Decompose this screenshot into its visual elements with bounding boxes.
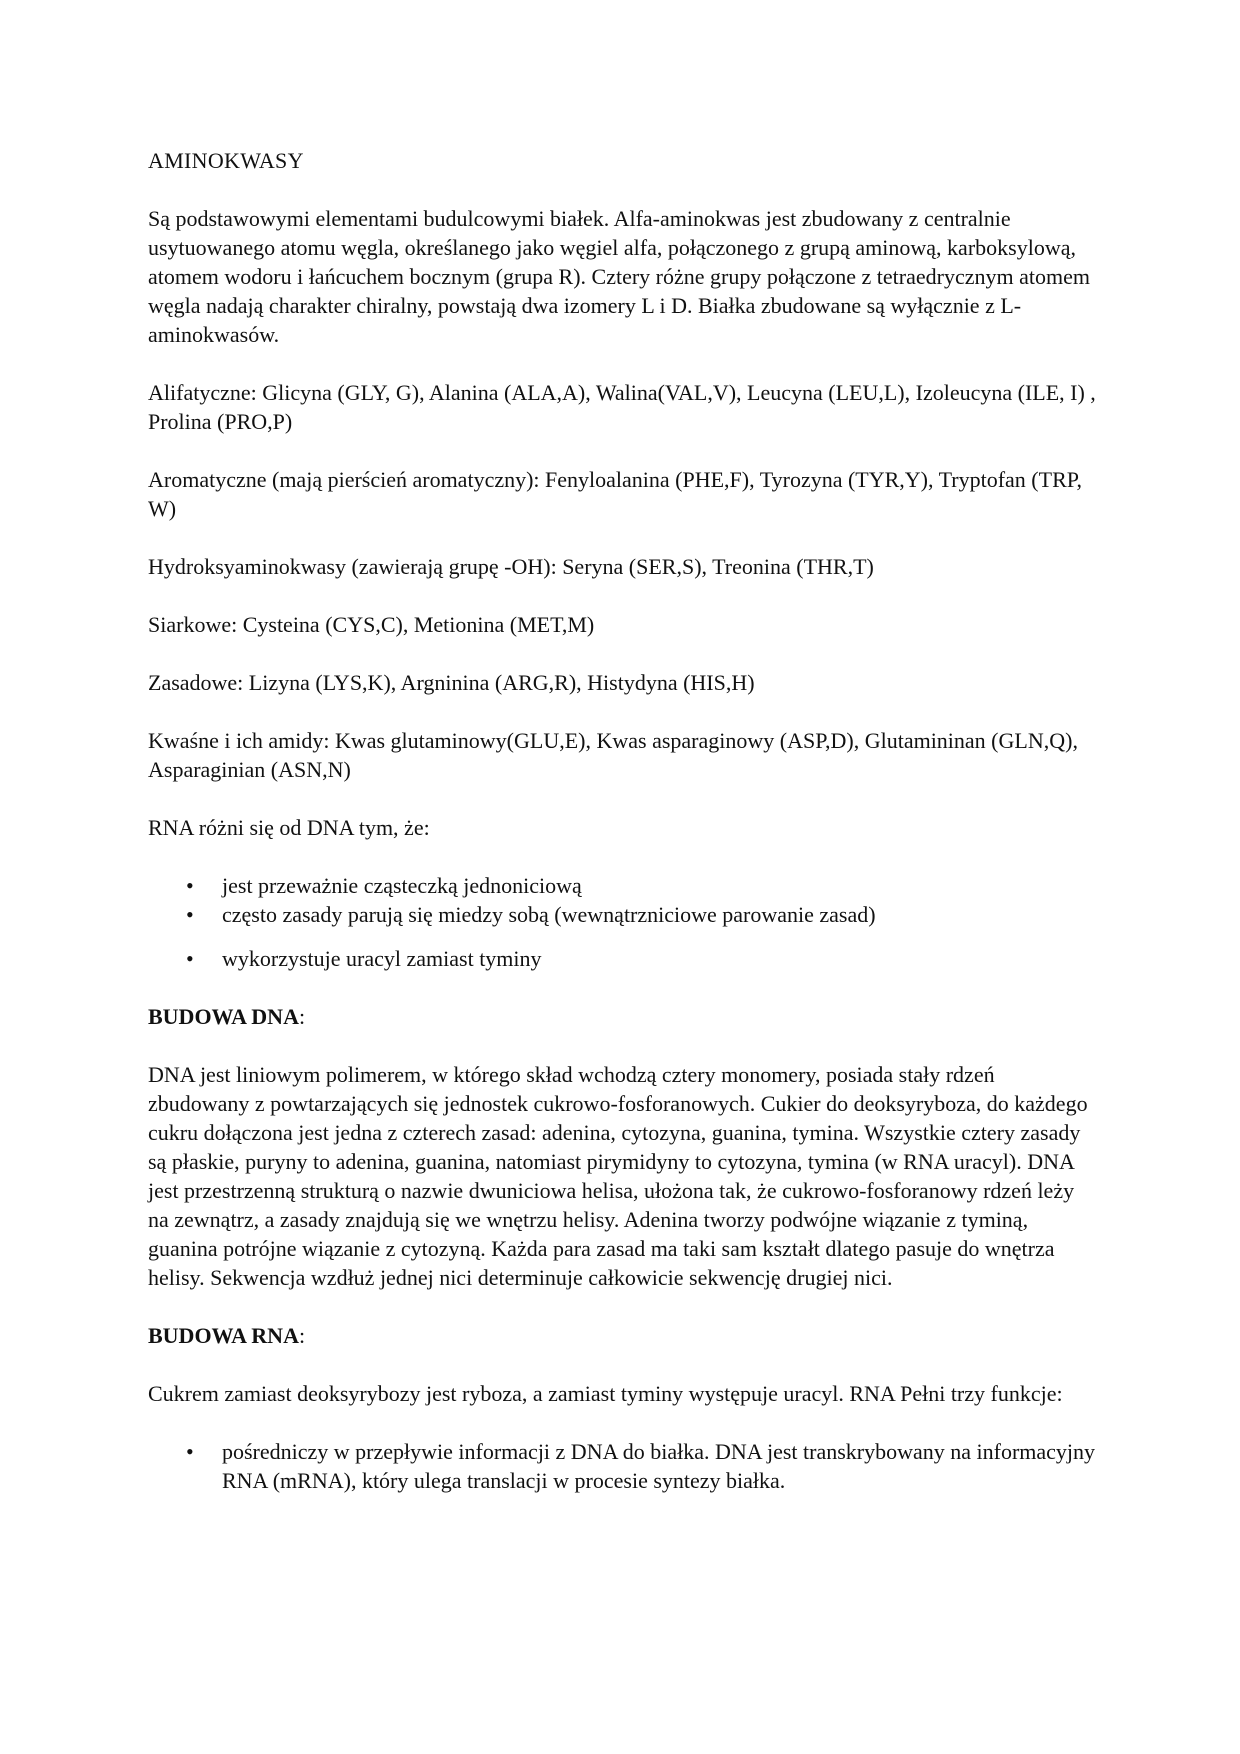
document-page: [148, 146, 1098, 1524]
group-basic: Zasadowe: Lizyna (LYS,K), Argninina (ARG,R), Histydyna (HIS,H): [148, 670, 755, 695]
list-item: [148, 944, 1098, 973]
dna-heading-colon: :: [298, 1004, 306, 1029]
list-item-text: wykorzystuje uracyl zamiast tyminy: [222, 946, 542, 971]
list-item-text: często zasady parują się miedzy sobą (wewnątrzniciowe parowanie zasad): [222, 902, 876, 927]
dna-heading-text: BUDOWA DNA: [148, 1004, 299, 1029]
dna-section-heading: [148, 1002, 1098, 1031]
group-aliphatic: Alifatyczne: Glicyna (GLY, G), Alanina (ALA,A), Walina(VAL,V), Leucyna (LEU,L), Izoleucyna (ILE, I) , Prolina (PRO,P): [148, 380, 1096, 434]
list-item: [148, 1437, 1098, 1495]
bullet-icon: •: [186, 946, 194, 971]
rna-function-list: [148, 1437, 1098, 1495]
bullet-icon: •: [186, 1439, 194, 1464]
list-item-text: jest przeważnie cząsteczką jednoniciową: [222, 873, 582, 898]
group-hydroxy: Hydroksyaminokwasy (zawierają grupę -OH): Seryna (SER,S), Treonina (THR,T): [148, 554, 874, 579]
rna-diff-list: [148, 871, 1098, 973]
list-item-text: pośredniczy w przepływie informacji z DNA do białka. DNA jest transkrybowany na informacyjny RNA (mRNA), który ulega translacji w procesie syntezy białka.: [222, 1439, 1096, 1493]
rna-paragraph: Cukrem zamiast deoksyrybozy jest ryboza, a zamiast tyminy występuje uracyl. RNA Pełni trzy funkcje:: [148, 1381, 1063, 1406]
bullet-icon: •: [186, 902, 194, 927]
group-acidic: Kwaśne i ich amidy: Kwas glutaminowy(GLU,E), Kwas asparaginowy (ASP,D), Glutamininan (GLN,Q), Asparaginian (ASN,N): [148, 728, 1078, 782]
rna-heading-text: BUDOWA RNA: [148, 1323, 299, 1348]
rna-heading-colon: :: [298, 1323, 306, 1348]
group-aromatic: Aromatyczne (mają pierścień aromatyczny): Fenyloalanina (PHE,F), Tyrozyna (TYR,Y), Tryptofan (TRP, W): [148, 467, 1083, 521]
rna-section-heading: [148, 1321, 1098, 1350]
dna-paragraph: DNA jest liniowym polimerem, w którego skład wchodzą cztery monomery, posiada stały rdzeń zbudowany z powtarzających się jednostek cukrowo-fosforanowych. Cukier do deoksyryboza, do każdego cukru dołączona jest jedna z czterech zasad: adenina, cytozyna, guanina, tymina. Wszystkie cztery zasady są płaskie, puryny to adenina, guanina, natomiast pirymidyny to cytozyna, tymina (w RNA uracyl). DNA jest przestrzenną strukturą o nazwie dwuniciowa helisa, ułożona tak, że cukrowo-fosforanowy rdzeń leży na zewnątrz, a zasady znajdują się we wnętrzu helisy. Adenina tworzy podwójne wiązanie z tyminą, guanina potrójne wiązanie z cytozyną. Każda para zasad ma taki sam kształt dlatego pasuje do wnętrza helisy. Sekwencja wzdłuż jednej nici determinuje całkowicie sekwencję drugiej nici.: [148, 1062, 1088, 1290]
list-item: [148, 900, 1098, 929]
list-item: [148, 871, 1098, 900]
group-sulfur: Siarkowe: Cysteina (CYS,C), Metionina (MET,M): [148, 612, 595, 637]
rna-diff-lead: RNA różni się od DNA tym, że:: [148, 815, 430, 840]
intro-paragraph: Są podstawowymi elementami budulcowymi białek. Alfa-aminokwas jest zbudowany z centralnie usytuowanego atomu węgla, określanego jako węgiel alfa, połączonego z grupą aminową, karboksylową, atomem wodoru i łańcuchem bocznym (grupa R). Cztery różne grupy połączone z tetraedrycznym atomem węgla nadają charakter chiralny, powstają dwa izomery L i D. Białka zbudowane są wyłącznie z L-aminokwasów.: [148, 206, 1090, 347]
bullet-icon: •: [186, 873, 194, 898]
page-title: AMINOKWASY: [148, 148, 304, 173]
